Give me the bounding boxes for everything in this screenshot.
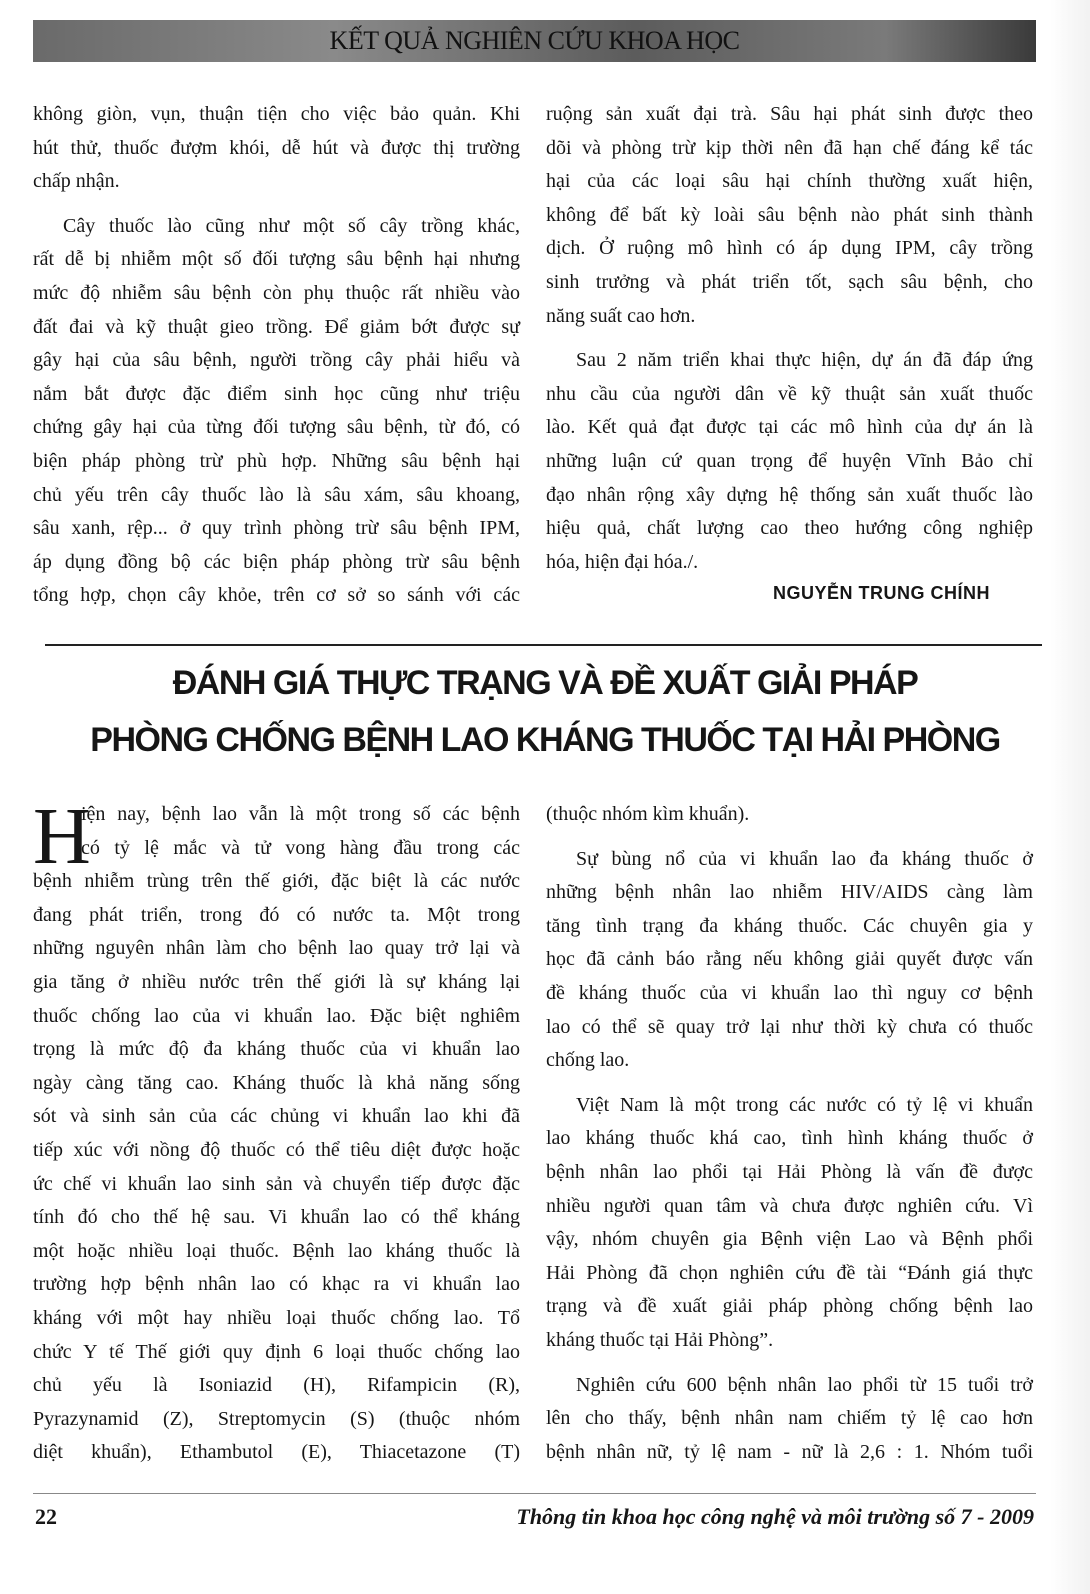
text-line: đất đai và kỹ thuật gieo trồng. Để giảm bớt được sự xyxy=(33,315,520,338)
text-line: một hoặc nhiều loại thuốc. Bệnh lao kháng thuốc là xyxy=(33,1239,520,1262)
text-line: nhiều người quan tâm và chưa được nghiên cứu. Vì xyxy=(546,1194,1033,1217)
text-line: trọng là mức độ đa kháng thuốc của vi khuẩn lao xyxy=(33,1038,520,1061)
text-line: bệnh nhân lao phổi tại Hải Phòng là vấn đề được xyxy=(546,1160,1033,1183)
text-line: Việt Nam là một trong các nước có tỷ lệ vi khuẩn xyxy=(576,1093,1033,1116)
text-line: chủ yếu trên cây thuốc lào là sâu xám, sâu khoang, xyxy=(33,483,520,506)
text-line: đạo nhân rộng xây dựng hệ thống sản xuất thuốc lào xyxy=(546,483,1033,506)
article-title-line-2 xyxy=(60,712,1030,768)
paragraph xyxy=(546,98,1033,333)
drop-cap: H xyxy=(33,793,91,881)
text-line: Hải Phòng đã chọn nghiên cứu đề tài “Đánh giá thực xyxy=(546,1261,1033,1284)
text-line: chứng gây hại của từng đối tượng sâu bệnh, từ đó, có xyxy=(33,416,520,439)
text-line: đang phát triển, trong đó có nước ta. Một trong xyxy=(33,903,520,926)
text-line: không để bất kỳ loài sâu bệnh nào phát sinh thành xyxy=(546,203,1033,226)
scan-edge-shadow xyxy=(1050,0,1090,1594)
paragraph xyxy=(33,98,520,199)
text-line: trường hợp bệnh nhân lao có khạc ra vi khuẩn lao xyxy=(33,1273,520,1296)
title-text-2: PHÒNG CHỐNG BỆNH LAO KHÁNG THUỐC TẠI HẢI PHÒNG xyxy=(90,721,1000,759)
journal-name: Thông tin khoa học công nghệ và môi trường số 7 - 2009 xyxy=(516,1504,1034,1529)
text-line: đề kháng thuốc của vi khuẩn lao thì nguy cơ bệnh xyxy=(546,981,1033,1004)
paragraph xyxy=(546,843,1033,1078)
text-line: những bệnh nhân lao nhiễm HIV/AIDS càng làm xyxy=(546,881,1033,904)
section-header-band xyxy=(33,20,1036,62)
paragraph xyxy=(546,1089,1033,1358)
article-divider xyxy=(45,644,1042,646)
author-byline: NGUYỄN TRUNG CHÍNH xyxy=(772,583,990,603)
text-line: chức Y tế Thế giới quy định 6 loại thuốc chống lao xyxy=(33,1340,520,1363)
text-line: sót và sinh sản của các chủng vi khuẩn lao khi đã xyxy=(33,1105,520,1128)
article1-right-column xyxy=(546,98,1033,590)
article2-left-column xyxy=(33,793,520,1481)
text-line: chấp nhận. xyxy=(33,170,120,193)
text-line: iện nay, bệnh lao vẫn là một trong số các bệnh xyxy=(81,803,520,825)
text-line: những luận cứ quan trọng để huyện Vĩnh Bảo chỉ xyxy=(546,449,1033,472)
text-line: hóa, hiện đại hóa./. xyxy=(546,550,699,573)
text-line: Sau 2 năm triển khai thực hiện, dự án đã đáp ứng xyxy=(576,349,1033,372)
text-line: bệnh nhân nữ, tỷ lệ nam - nữ là 2,6 : 1. Nhóm tuổi xyxy=(546,1440,1033,1463)
text-line: tính đó cho thế hệ sau. Vi khuẩn lao có thể kháng xyxy=(33,1206,520,1229)
text-line: học đã cảnh báo rằng nếu không giải quyết được vấn xyxy=(546,948,1033,971)
text-line: lao kháng thuốc khá cao, tình hình kháng thuốc ở xyxy=(546,1127,1033,1150)
text-line: Sự bùng nổ của vi khuẩn lao đa kháng thuốc ở xyxy=(576,847,1033,870)
text-line: chống lao. xyxy=(546,1049,630,1072)
text-line: rất dễ bị nhiễm một số đối tượng sâu bệnh hại nhưng xyxy=(33,248,520,271)
text-line: sinh trưởng và phát triển tốt, sạch sâu bệnh, cho xyxy=(546,270,1033,293)
article2-right-column xyxy=(546,798,1033,1480)
text-line: gây hại của sâu bệnh, người trồng cây phải hiểu và xyxy=(33,349,520,372)
text-line: kháng thuốc tại Hải Phòng”. xyxy=(546,1328,774,1351)
text-line: diệt khuẩn), Ethambutol (E), Thiacetazone (T) xyxy=(33,1441,520,1464)
paragraph xyxy=(546,1369,1033,1470)
article-title-line-1 xyxy=(60,655,1030,711)
text-line: gia tăng ở nhiều nước trên thế giới là sự kháng lại xyxy=(33,970,520,993)
text-line: không giòn, vụn, thuận tiện cho việc bảo quản. Khi xyxy=(33,103,520,125)
paragraph xyxy=(546,344,1033,579)
text-line: nhu cầu của người dân về kỹ thuật sản xuất thuốc xyxy=(546,382,1033,405)
text-line: lào. Kết quả đạt được tại các mô hình của dự án là xyxy=(546,416,1033,439)
text-line: năng suất cao hơn. xyxy=(546,304,696,327)
text-line: hại của các loại sâu hại chính thường xuất hiện, xyxy=(546,170,1033,193)
text-line: ức chế vi khuẩn lao sinh sản và chuyển tiếp được đặc xyxy=(33,1172,520,1195)
text-line: có tỷ lệ mắc và tử vong hàng đầu trong các xyxy=(81,836,520,859)
article1-left-column xyxy=(33,98,520,624)
text-line: vậy, nhóm chuyên gia Bệnh viện Lao và Bệnh phổi xyxy=(546,1228,1033,1251)
text-line: Nghiên cứu 600 bệnh nhân lao phổi từ 15 tuổi trở xyxy=(576,1373,1033,1396)
text-line: tổng hợp, chọn cây khỏe, trên cơ sở so sánh với các xyxy=(33,584,520,607)
text-line: mức độ nhiễm sâu bệnh còn phụ thuộc rất nhiều vào xyxy=(33,281,520,304)
paragraph xyxy=(33,210,520,613)
text-line: Cây thuốc lào cũng như một số cây trồng khác, xyxy=(63,214,520,237)
text-line: thuốc chống lao của vi khuẩn lao. Đặc biệt nghiêm xyxy=(33,1004,520,1027)
text-line: lao có thể sẽ quay trở lại như thời kỳ chưa có thuốc xyxy=(546,1015,1033,1038)
text-line: trạng và đề xuất giải pháp phòng chống bệnh lao xyxy=(546,1295,1033,1318)
text-line: hiệu quả, chất lượng cao theo hướng công nghiệp xyxy=(546,517,1033,540)
footer-rule xyxy=(33,1493,1036,1494)
section-title: KẾT QUẢ NGHIÊN CỨU KHOA HỌC xyxy=(329,26,740,55)
text-line: Pyrazynamid (Z), Streptomycin (S) (thuộc nhóm xyxy=(33,1407,520,1430)
text-line: lên cho thấy, bệnh nhân nam chiếm tỷ lệ cao hơn xyxy=(546,1407,1033,1430)
text-line: kháng với một hay nhiều loại thuốc chống lao. Tổ xyxy=(33,1306,520,1329)
text-line: ngày càng tăng cao. Kháng thuốc là khả năng sống xyxy=(33,1071,520,1094)
text-line: ruộng sản xuất đại trà. Sâu hại phát sinh được theo xyxy=(546,103,1033,125)
text-line: tăng tình trạng đa kháng thuốc. Các chuyên gia y xyxy=(546,914,1033,937)
text-line: (thuộc nhóm kìm khuẩn). xyxy=(546,803,750,825)
text-line: biện pháp phòng trừ phù hợp. Những sâu bệnh hại xyxy=(33,449,520,472)
title-text-1: ĐÁNH GIÁ THỰC TRẠNG VÀ ĐỀ XUẤT GIẢI PHÁP xyxy=(172,664,918,702)
text-line: dịch. Ở ruộng mô hình có áp dụng IPM, cây trồng xyxy=(546,237,1033,260)
page-number: 22 xyxy=(35,1504,57,1529)
text-line: những nguyên nhân làm cho bệnh lao quay trở lại và xyxy=(33,937,520,960)
text-line: nắm bắt được đặc điểm sinh học cũng như triệu xyxy=(33,382,520,405)
text-line: áp dụng đồng bộ các biện pháp phòng trừ sâu bệnh xyxy=(33,550,520,573)
paragraph xyxy=(33,793,520,1470)
text-line: chủ yếu là Isoniazid (H), Rifampicin (R), xyxy=(33,1374,520,1397)
text-line: bệnh nhiễm trùng trên thế giới, đặc biệt là các nước xyxy=(33,870,520,893)
text-line: hút thử, thuốc đượm khói, dễ hút và được thị trường xyxy=(33,136,520,159)
paragraph xyxy=(546,798,1033,832)
text-line: dõi và phòng trừ kịp thời nên đã hạn chế đáng kể tác xyxy=(546,136,1033,159)
text-line: tiếp xúc với nồng độ thuốc có thể tiêu diệt được hoặc xyxy=(33,1138,520,1161)
text-line: sâu xanh, rệp... ở quy trình phòng trừ sâu bệnh IPM, xyxy=(33,517,520,540)
